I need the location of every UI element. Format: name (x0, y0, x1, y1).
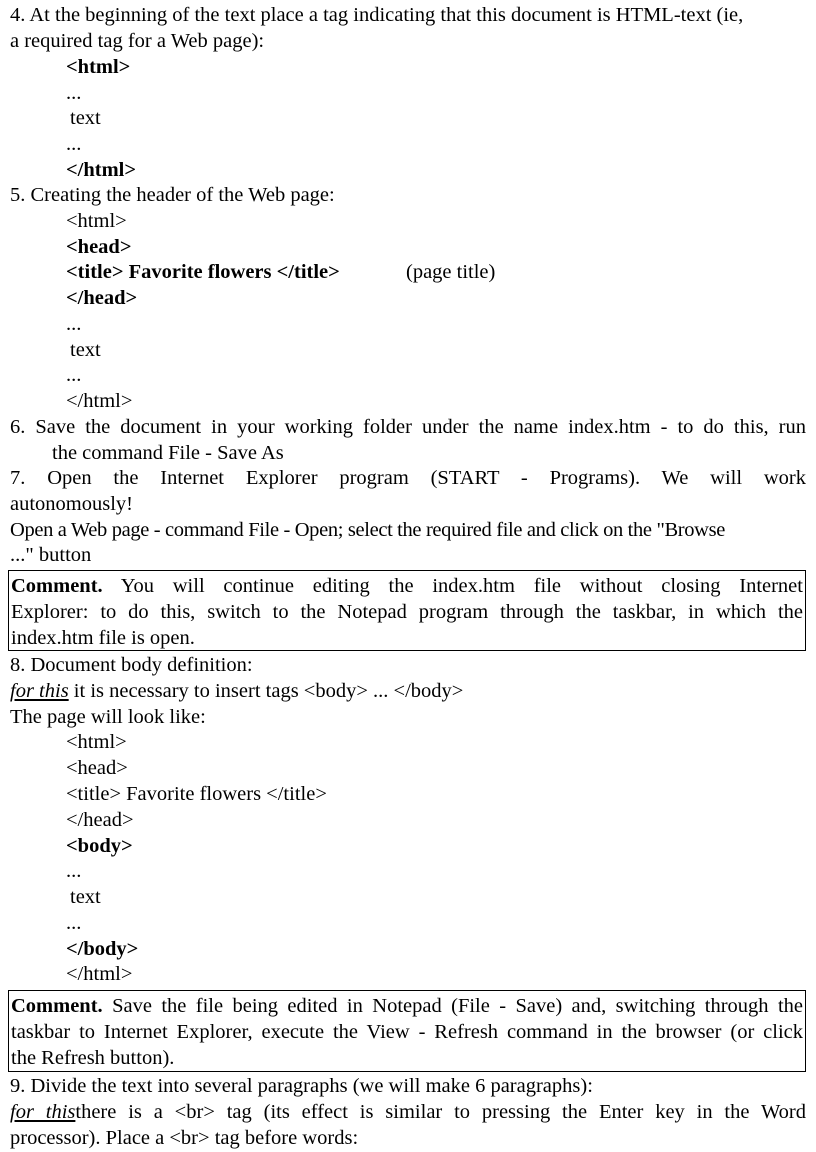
comment-box (8, 570, 806, 651)
comment-line: index.htm file is open. (11, 627, 195, 649)
step8-line2: for this it is necessary to insert tags <body> ... </body> (10, 680, 464, 702)
comment-line: the Refresh button). (11, 1047, 175, 1069)
code-head-open: <head> (66, 757, 128, 779)
code-body-close: </body> (66, 938, 139, 960)
step7-line2: autonomously! (10, 493, 133, 515)
step4-line1: 4. At the beginning of the text place a tag indicating that this document is HTML-text (ie, (10, 4, 744, 26)
step9-heading: 9. Divide the text into several paragraphs (we will make 6 paragraphs): (10, 1075, 593, 1097)
comment-line: taskbar to Internet Explorer, execute the View - Refresh command in the browser (or click (11, 1021, 803, 1043)
code-title: <title> Favorite flowers </title> (66, 261, 340, 283)
code-text: text (70, 339, 101, 361)
step5-heading: 5. Creating the header of the Web page: (10, 184, 335, 206)
code-html-open: <html> (66, 56, 131, 78)
code-html-open: <html> (66, 210, 127, 232)
step8-line3: The page will look like: (10, 706, 206, 728)
comment-label: Comment. (11, 575, 103, 597)
comment-line: Comment. Save the file being edited in Notepad (File - Save) and, switching through the (11, 995, 804, 1017)
for-this-emphasis: for this (10, 680, 69, 702)
code-ellipsis: ... (66, 82, 82, 104)
step6-line2: the command File - Save As (52, 442, 284, 464)
comment-line: Explorer: to do this, switch to the Notepad program through the taskbar, in which the (11, 601, 803, 623)
code-ellipsis: ... (66, 860, 82, 882)
code-text: text (70, 886, 101, 908)
step9-line2: for thisthere is a <br> tag (its effect is similar to pressing the Enter key in the Word (10, 1101, 806, 1123)
step7-line4: ..." button (10, 544, 92, 566)
code-ellipsis: ... (66, 912, 82, 934)
code-ellipsis: ... (66, 313, 82, 335)
comment-box (8, 990, 806, 1072)
code-head-close: </head> (66, 809, 134, 831)
comment-label: Comment. (11, 995, 103, 1017)
page-title-note: (page title) (406, 261, 496, 283)
step6-line1: 6. Save the document in your working folder under the name index.htm - to do this, run (10, 416, 806, 438)
comment-line: Comment. You will continue editing the index.htm file without closing Internet (11, 575, 803, 597)
code-html-close: </html> (66, 390, 133, 412)
code-html-close: </html> (66, 963, 133, 985)
code-ellipsis: ... (66, 133, 82, 155)
code-body-open: <body> (66, 835, 133, 857)
step8-heading: 8. Document body definition: (10, 654, 253, 676)
code-title: <title> Favorite flowers </title> (66, 783, 327, 805)
step7-line1: 7. Open the Internet Explorer program (START - Programs). We will work (10, 467, 806, 489)
step4-line2: a required tag for a Web page): (10, 30, 265, 52)
code-text: text (70, 107, 101, 129)
code-head-close: </head> (66, 287, 138, 309)
step9-line3: processor). Place a <br> tag before words: (10, 1127, 359, 1149)
code-ellipsis: ... (66, 364, 82, 386)
for-this-emphasis: for this (10, 1101, 76, 1123)
step7-line3: Open a Web page - command File - Open; select the required file and click on the "Browse (10, 519, 725, 541)
code-head-open: <head> (66, 236, 132, 258)
code-html-open: <html> (66, 731, 127, 753)
code-html-close: </html> (66, 159, 137, 181)
